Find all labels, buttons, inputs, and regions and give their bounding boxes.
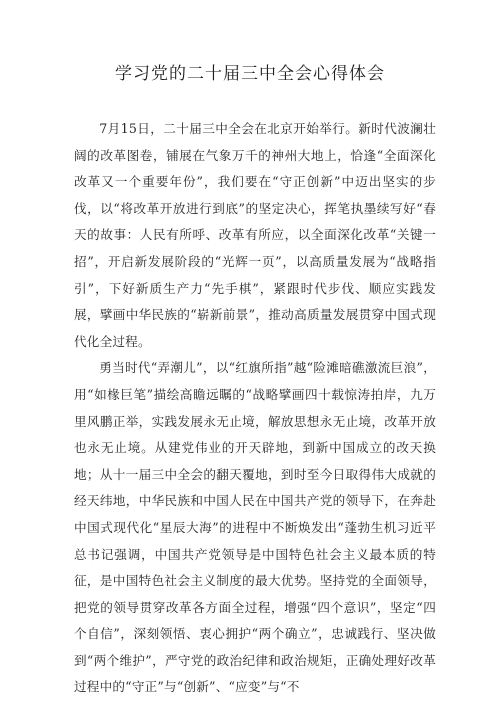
document-body	[74, 116, 436, 701]
paragraph-1: 7月15日，二十届三中全会在北京开始举行。新时代波澜壮阔的改革图卷，铺展在气象万千的神州大地上，恰逢“全面深化改革又一个重要年份”，我们要在“守正创新”中迈出坚实的步伐，以“将改革开放进行到底”的坚定决心，挥笔执墨续写好“春天的故事：人民有所呼、改革有所应，以全面深化改革“关键一招”，开启新发展阶段的“光辉一页”，以高质量发展为“战略指引”，下好新质生产力“先手棋”，紧跟时代步伐、顺应实践发展，擘画中华民族的“崭新前景”，推动高质量发展贯穿中国式现代化全过程。	[74, 121, 436, 349]
document-title: 学习党的二十届三中全会心得体会	[115, 64, 385, 84]
paragraph-2: 勇当时代“弄潮儿”，以“红旗所指”越“险滩暗礁激流巨浪”，用“如椽巨笔”描绘高瞻远瞩的“战略擘画四十载惊涛拍岸，九万里风鹏正举，实践发展永无止境，解放思想永无止境，改革开放也永无止境。从建党伟业的开天辟地，到新中国成立的改天换地；从十一届三中全会的翻天覆地，到时至今日取得伟大成就的经天纬地，中华民族和中国人民在中国共产党的领导下，在奔赴中国式现代化“星辰大海”的进程中不断焕发出“蓬勃生机习近平总书记强调，中国共产党领导是中国特色社会主义最本质的特征，是中国特色社会主义制度的最大优势。坚持党的全面领导，把党的领导贯穿改革各方面全过程，增强“四个意识”，坚定“四个自信”，深刻领悟、衷心拥护“两个确立”，忠诚践行、坚决做到“两个维护”，严守党的政治纪律和政治规矩，正确处理好改革过程中的“守正”与“创新”、“应变”与“不	[74, 360, 436, 695]
